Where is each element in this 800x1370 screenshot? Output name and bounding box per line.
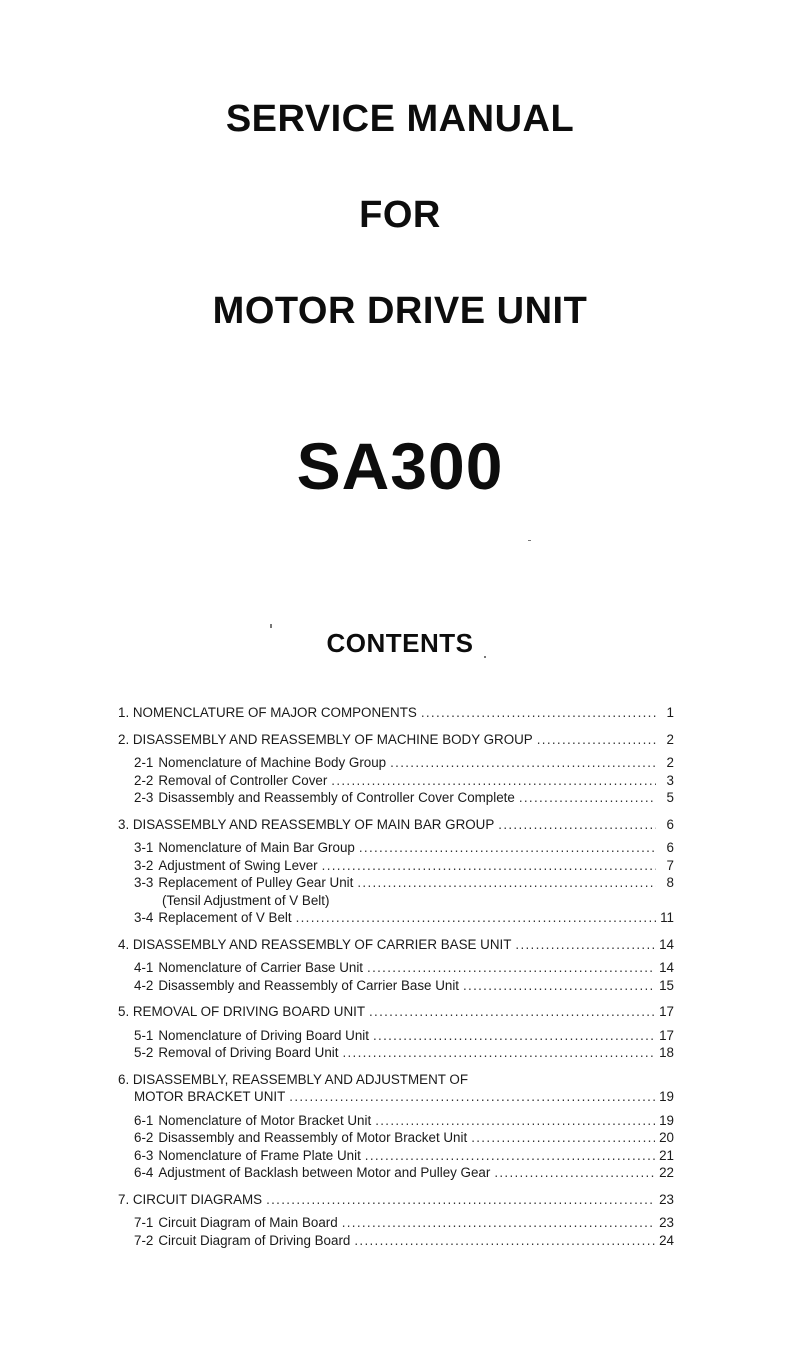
dot-leader bbox=[515, 936, 655, 954]
toc-subentry-page: 5 bbox=[666, 790, 674, 805]
toc-subentry[interactable] bbox=[118, 1027, 674, 1045]
toc-subentry-page: 11 bbox=[660, 910, 674, 925]
toc-subentry-label: Disassembly and Reassembly of Controller Cover Complete bbox=[158, 790, 515, 805]
toc-entry-label: 2. DISASSEMBLY AND REASSEMBLY OF MACHINE BODY GROUP bbox=[118, 731, 533, 747]
toc-entry-label: 6. DISASSEMBLY, REASSEMBLY AND ADJUSTMENT OF bbox=[118, 1071, 468, 1087]
toc-entry-page: 1 bbox=[666, 705, 674, 720]
toc-subentry-number: 2-2 bbox=[134, 772, 154, 788]
toc-subentry[interactable] bbox=[118, 959, 674, 977]
dot-leader bbox=[367, 959, 655, 977]
toc-section-4 bbox=[118, 936, 674, 995]
toc-entry[interactable] bbox=[118, 936, 674, 954]
toc-entry-page: 17 bbox=[659, 1004, 674, 1019]
toc-subentry[interactable] bbox=[118, 754, 674, 772]
toc-subentry-label: Adjustment of Swing Lever bbox=[158, 857, 318, 873]
dot-leader bbox=[342, 1214, 655, 1232]
toc-subentry[interactable] bbox=[118, 1112, 674, 1130]
scan-speck bbox=[528, 540, 531, 541]
table-of-contents bbox=[118, 704, 674, 1258]
toc-subentry-page: 8 bbox=[666, 875, 674, 890]
toc-section-6 bbox=[118, 1071, 674, 1182]
toc-subentry-page: 22 bbox=[659, 1165, 674, 1180]
title-for: FOR bbox=[359, 194, 441, 236]
toc-subentry-label: Replacement of V Belt bbox=[158, 910, 292, 925]
toc-entry-label: 1. NOMENCLATURE OF MAJOR COMPONENTS bbox=[118, 705, 417, 720]
toc-subentry[interactable] bbox=[118, 857, 674, 875]
toc-entry-page: 23 bbox=[659, 1191, 674, 1207]
toc-subentry[interactable] bbox=[118, 772, 674, 790]
toc-entry-label: 3. DISASSEMBLY AND REASSEMBLY OF MAIN BAR GROUP bbox=[118, 816, 495, 832]
toc-entry[interactable] bbox=[118, 731, 674, 749]
toc-subentry-number: 3-3 bbox=[134, 875, 154, 890]
toc-subentry-number: 5-1 bbox=[134, 1027, 154, 1043]
toc-subentry[interactable] bbox=[118, 839, 674, 857]
scan-speck bbox=[270, 624, 272, 628]
toc-subentry-number: 6-2 bbox=[134, 1130, 154, 1145]
toc-subentry-page: 20 bbox=[659, 1130, 674, 1145]
toc-subentry-label: Replacement of Pulley Gear Unit bbox=[158, 875, 354, 890]
toc-subentry-page: 14 bbox=[659, 960, 674, 975]
toc-subentry-page: 23 bbox=[659, 1215, 674, 1230]
dot-leader bbox=[331, 772, 656, 790]
toc-subentry-label: Nomenclature of Driving Board Unit bbox=[158, 1027, 369, 1043]
toc-subentry-number: 5-2 bbox=[134, 1045, 154, 1060]
toc-subentry-number: 2-3 bbox=[134, 790, 154, 805]
dot-leader bbox=[537, 731, 656, 749]
toc-subentry-number: 7-2 bbox=[134, 1232, 154, 1248]
toc-subentry[interactable] bbox=[118, 1129, 674, 1147]
toc-subentry-page: 18 bbox=[659, 1045, 674, 1060]
dot-leader bbox=[390, 754, 656, 772]
title-service-manual: SERVICE MANUAL bbox=[225, 98, 575, 140]
toc-subentry-number: 6-4 bbox=[134, 1165, 154, 1180]
dot-leader bbox=[463, 977, 655, 995]
dot-leader bbox=[359, 839, 656, 857]
toc-subentry-number: 4-1 bbox=[134, 960, 154, 975]
toc-entry-page: 14 bbox=[659, 936, 674, 952]
toc-subentry-number: 6-3 bbox=[134, 1147, 154, 1163]
toc-subentry-label: Nomenclature of Frame Plate Unit bbox=[158, 1147, 361, 1163]
dot-leader bbox=[296, 909, 656, 927]
toc-entry[interactable] bbox=[118, 1191, 674, 1209]
toc-entry[interactable] bbox=[118, 1003, 674, 1021]
toc-subentry-label: Nomenclature of Main Bar Group bbox=[158, 840, 355, 855]
toc-subentry-label: Circuit Diagram of Main Board bbox=[158, 1215, 338, 1230]
toc-subentry-page: 3 bbox=[666, 772, 674, 788]
toc-subentry-note bbox=[118, 892, 674, 910]
dot-leader bbox=[471, 1129, 655, 1147]
toc-subentry-label: Disassembly and Reassembly of Carrier Base Unit bbox=[158, 977, 460, 993]
toc-subentry[interactable] bbox=[118, 1044, 674, 1062]
toc-subentry-page: 21 bbox=[659, 1147, 674, 1163]
toc-subentry-number: 7-1 bbox=[134, 1215, 154, 1230]
dot-leader bbox=[266, 1191, 655, 1209]
dot-leader bbox=[342, 1044, 655, 1062]
dot-leader bbox=[369, 1003, 655, 1021]
toc-entry-page: 19 bbox=[659, 1089, 674, 1104]
dot-leader bbox=[498, 816, 656, 834]
toc-subentry[interactable] bbox=[118, 1147, 674, 1165]
title-motor-drive-unit: MOTOR DRIVE UNIT bbox=[212, 290, 588, 332]
toc-subentry-page: 7 bbox=[666, 857, 674, 873]
toc-subentry-page: 6 bbox=[666, 840, 674, 855]
toc-entry[interactable] bbox=[118, 1088, 674, 1106]
toc-entry[interactable] bbox=[118, 816, 674, 834]
toc-section-1 bbox=[118, 704, 674, 722]
model-number: SA300 bbox=[296, 429, 504, 503]
toc-subentry[interactable] bbox=[118, 1164, 674, 1182]
toc-subentry-page: 17 bbox=[659, 1027, 674, 1043]
dot-leader bbox=[519, 789, 656, 807]
dot-leader bbox=[289, 1088, 655, 1106]
toc-subentry[interactable] bbox=[118, 874, 674, 892]
toc-subentry-label: Removal of Driving Board Unit bbox=[158, 1045, 339, 1060]
toc-subentry[interactable] bbox=[118, 909, 674, 927]
toc-subentry-page: 19 bbox=[659, 1112, 674, 1128]
toc-subentry-label: Nomenclature of Machine Body Group bbox=[158, 755, 387, 770]
toc-entry-label: 7. CIRCUIT DIAGRAMS bbox=[118, 1191, 263, 1207]
toc-subentry-number: 2-1 bbox=[134, 755, 154, 770]
toc-subentry[interactable] bbox=[118, 1232, 674, 1250]
toc-section-2 bbox=[118, 731, 674, 807]
toc-subentry-label: Disassembly and Reassembly of Motor Bracket Unit bbox=[158, 1130, 468, 1145]
toc-subentry-note-text: (Tensil Adjustment of V Belt) bbox=[162, 892, 330, 908]
dot-leader bbox=[354, 1232, 655, 1250]
toc-subentry[interactable] bbox=[118, 1214, 674, 1232]
dot-leader bbox=[322, 857, 656, 875]
scan-speck bbox=[484, 656, 486, 658]
toc-subentry-page: 24 bbox=[659, 1232, 674, 1248]
toc-section-7 bbox=[118, 1191, 674, 1250]
toc-subentry-page: 2 bbox=[666, 755, 674, 770]
dot-leader bbox=[357, 874, 656, 892]
toc-subentry-label: Adjustment of Backlash between Motor and Pulley Gear bbox=[158, 1165, 491, 1180]
toc-subentry-number: 4-2 bbox=[134, 977, 154, 993]
toc-subentry-label: Nomenclature of Carrier Base Unit bbox=[158, 960, 364, 975]
dot-leader bbox=[494, 1164, 655, 1182]
toc-entry-label: MOTOR BRACKET UNIT bbox=[134, 1089, 286, 1104]
toc-subentry-number: 3-1 bbox=[134, 840, 154, 855]
dot-leader bbox=[373, 1027, 655, 1045]
toc-subentry-number: 6-1 bbox=[134, 1112, 154, 1128]
dot-leader bbox=[365, 1147, 655, 1165]
toc-subentry[interactable] bbox=[118, 789, 674, 807]
contents-heading: CONTENTS bbox=[326, 628, 474, 658]
toc-entry-page: 6 bbox=[666, 816, 674, 832]
toc-subentry-number: 3-4 bbox=[134, 910, 154, 925]
toc-entry[interactable] bbox=[118, 704, 674, 722]
dot-leader bbox=[421, 704, 656, 722]
toc-entry-page: 2 bbox=[666, 731, 674, 747]
toc-subentry[interactable] bbox=[118, 977, 674, 995]
toc-subentry-label: Nomenclature of Motor Bracket Unit bbox=[158, 1112, 372, 1128]
toc-subentry-page: 15 bbox=[659, 977, 674, 993]
toc-section-3 bbox=[118, 816, 674, 927]
dot-leader bbox=[375, 1112, 655, 1130]
toc-entry-line1[interactable] bbox=[118, 1071, 674, 1089]
toc-entry-label: 4. DISASSEMBLY AND REASSEMBLY OF CARRIER BASE UNIT bbox=[118, 936, 512, 952]
toc-subentry-label: Circuit Diagram of Driving Board bbox=[158, 1232, 351, 1248]
toc-entry-label: 5. REMOVAL OF DRIVING BOARD UNIT bbox=[118, 1004, 366, 1019]
toc-section-5 bbox=[118, 1003, 674, 1062]
toc-subentry-number: 3-2 bbox=[134, 857, 154, 873]
toc-subentry-label: Removal of Controller Cover bbox=[158, 772, 328, 788]
